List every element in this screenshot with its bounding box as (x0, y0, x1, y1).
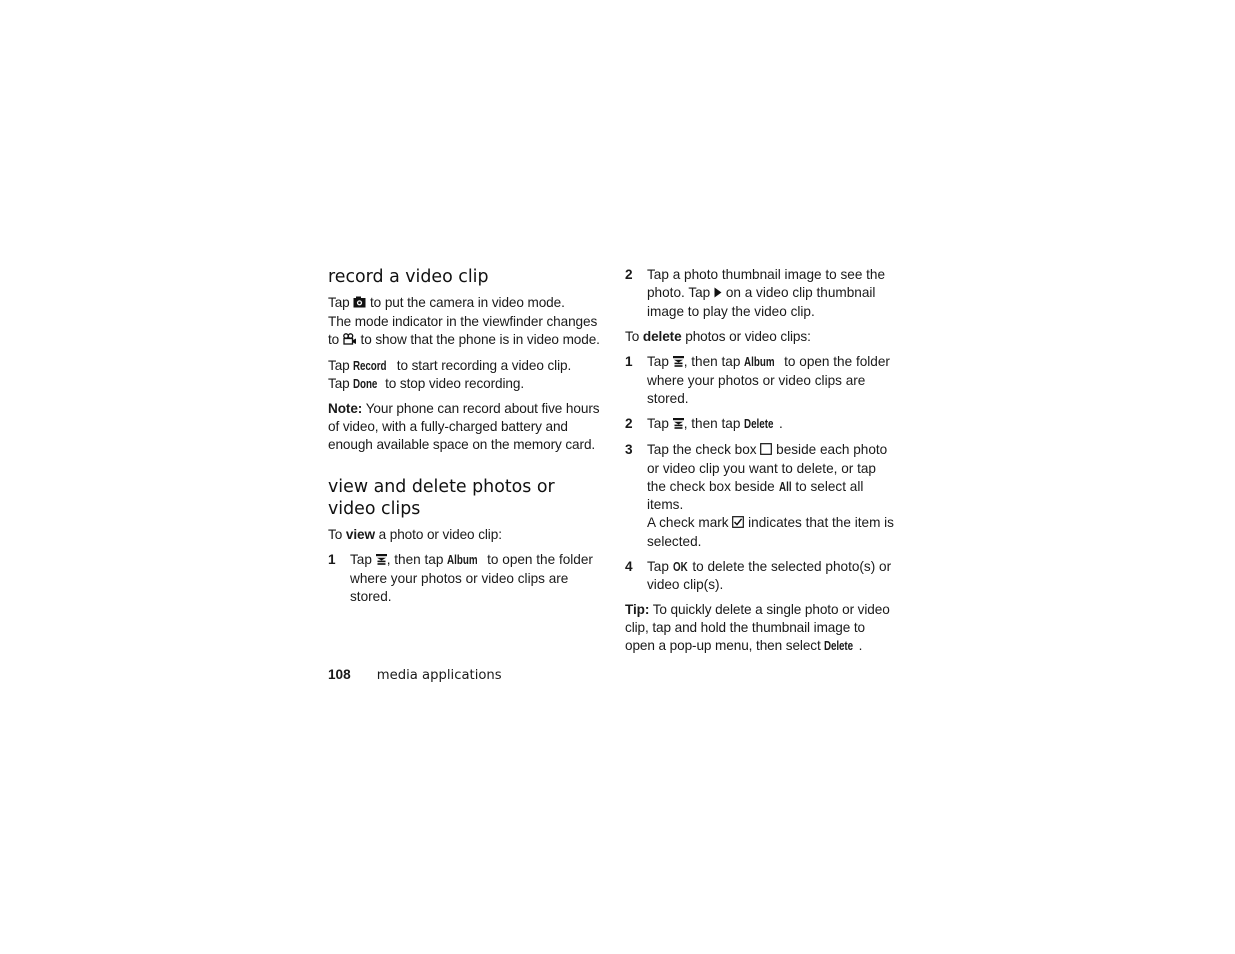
menu-icon (673, 416, 684, 434)
step-text (647, 415, 897, 434)
ok-key: OK (672, 560, 688, 574)
delete-step-4 (625, 558, 897, 594)
view-step-1 (328, 551, 600, 606)
step-number: 3 (625, 442, 633, 457)
page-number: 108 (328, 667, 351, 682)
step-number: 4 (625, 559, 633, 574)
delete-key: Delete (744, 417, 774, 431)
text: to select all items. (647, 479, 864, 512)
text: on a video clip thumbnail image to play the video clip. (647, 285, 876, 319)
text: to stop video recording. (385, 376, 525, 391)
delete-intro (625, 328, 897, 346)
keyword: view (345, 527, 375, 542)
section-heading-view-delete: view and delete photos or video clips (328, 477, 555, 519)
text: Tap (328, 376, 350, 391)
text: Tap (647, 354, 669, 369)
right-column (625, 266, 897, 662)
record-paragraph-2 (328, 357, 600, 393)
text: A check mark (647, 515, 729, 530)
text: , then tap (683, 354, 741, 369)
page-footer (328, 666, 502, 685)
text: Tap (647, 559, 669, 574)
text: Tap (328, 358, 350, 373)
step-text (647, 353, 897, 408)
play-icon (714, 285, 722, 303)
delete-step-2 (625, 415, 897, 434)
text: Tap (350, 552, 372, 567)
footer-section-title: media applications (376, 668, 502, 683)
menu-icon (673, 354, 684, 372)
note (328, 400, 600, 454)
step-text (647, 441, 897, 551)
step-number: 1 (625, 354, 633, 369)
text: , then tap (386, 552, 444, 567)
text: . (778, 416, 783, 431)
text: to put the camera in video mode. (370, 295, 565, 310)
text: To (625, 329, 640, 344)
text: photos or video clips: (685, 329, 811, 344)
text: Tap a photo thumbnail image to see the photo. Tap (647, 267, 886, 300)
record-key: Record (353, 359, 387, 373)
album-key: Album (447, 553, 478, 567)
view-intro (328, 526, 600, 544)
delete-key: Delete (824, 639, 854, 653)
delete-step-3 (625, 441, 897, 551)
video-mode-icon (343, 332, 357, 350)
step-text (647, 266, 897, 321)
all-key: All (778, 480, 792, 494)
text: beside each photo or video clip you want to delete, or tap the check box beside (647, 442, 888, 494)
tip (625, 601, 897, 655)
record-paragraph-1 (328, 294, 600, 350)
view-step-2 (625, 266, 897, 321)
text: to open the folder where your photos or video clips are stored. (647, 354, 890, 406)
camera-icon (353, 295, 366, 313)
menu-icon (376, 552, 387, 570)
step-text (647, 558, 897, 594)
text: indicates that the item is selected. (647, 515, 894, 549)
text: , then tap (683, 416, 741, 431)
text: to start recording a video clip. (396, 358, 572, 373)
section-heading-record: record a video clip (328, 267, 489, 287)
text: a photo or video clip: (378, 527, 502, 542)
step-number: 2 (625, 267, 633, 282)
step-number: 1 (328, 552, 336, 567)
step-number: 2 (625, 416, 633, 431)
note-label: Note: (328, 401, 363, 416)
tip-label: Tip: (625, 602, 650, 617)
done-key: Done (353, 377, 378, 391)
step-text (350, 551, 600, 606)
keyword: delete (642, 329, 682, 344)
delete-step-1 (625, 353, 897, 408)
text: to open the folder where your photos or video clips are stored. (350, 552, 593, 604)
checkbox-empty-icon (760, 442, 772, 460)
left-column (328, 266, 600, 613)
text: Tap (647, 416, 669, 431)
text: to delete the selected photo(s) or video clip(s). (647, 559, 892, 592)
text: To (328, 527, 343, 542)
text: . (858, 638, 863, 653)
text: Tap the check box (647, 442, 757, 457)
album-key: Album (744, 355, 775, 369)
note-text: Your phone can record about five hours of video, with a fully-charged battery and enough available space on the memory card. (328, 401, 600, 452)
checkbox-checked-icon (732, 515, 744, 533)
tip-text: To quickly delete a single photo or video clip, tap and hold the thumbnail image to open a pop-up menu, then select (625, 602, 890, 653)
text: to show that the phone is in video mode. (360, 332, 600, 347)
text: The mode indicator in the viewfinder changes to (328, 314, 598, 347)
text: Tap (328, 295, 350, 310)
